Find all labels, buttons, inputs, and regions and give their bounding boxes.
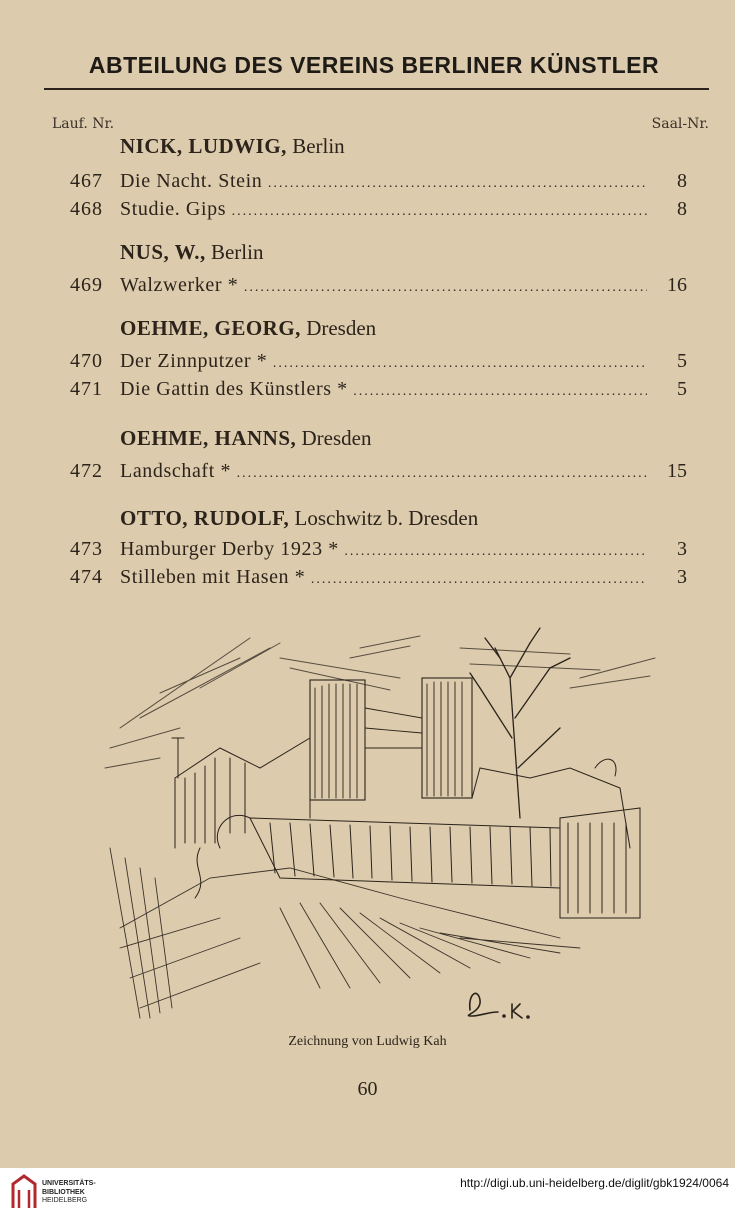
catalog-entry	[70, 460, 687, 486]
entry-number: 467	[70, 170, 103, 192]
library-name-line: HEIDELBERG	[42, 1197, 88, 1204]
entry-title: Studie. Gips .....	[120, 198, 647, 221]
entry-number: 471	[70, 378, 103, 400]
entry-number: 472	[70, 460, 103, 482]
page-header: ABTEILUNG DES VEREINS BERLINER KÜNSTLER	[88, 52, 660, 78]
artist-heading	[120, 506, 478, 531]
artist-name: NUS, W.,	[120, 240, 206, 264]
entry-number: 470	[70, 350, 103, 372]
catalog-entry	[70, 566, 687, 592]
page-number: 60	[357, 1078, 378, 1100]
artist-place: Berlin	[210, 240, 264, 264]
entry-title: Hamburger Derby 1923 * .....	[120, 538, 647, 561]
catalog-entry	[70, 274, 687, 300]
entry-number: 469	[70, 274, 103, 296]
artist-name: NICK, LUDWIG,	[120, 134, 287, 158]
entry-room: 15	[667, 460, 687, 482]
entry-room: 16	[667, 274, 687, 296]
artist-place: Dresden	[306, 316, 377, 340]
library-name-line: BIBLIOTHEK	[42, 1188, 85, 1196]
university-library-logo-icon	[10, 1174, 38, 1210]
artist-name: OTTO, RUDOLF,	[120, 506, 290, 530]
entry-room: 5	[677, 378, 687, 400]
entry-room: 5	[677, 350, 687, 372]
catalog-entry	[70, 350, 687, 376]
header-rule	[44, 88, 709, 90]
column-label-lauf-nr: Lauf. Nr.	[52, 116, 115, 132]
library-name-line: UNIVERSITÄTS-	[42, 1180, 96, 1187]
entry-title: Stilleben mit Hasen * .....	[120, 566, 647, 589]
artist-heading	[120, 426, 372, 451]
column-label-saal-nr: Saal-Nr.	[651, 116, 709, 132]
entry-number: 468	[70, 198, 103, 220]
artist-name: OEHME, GEORG,	[120, 316, 301, 340]
source-url-link[interactable]: http://digi.ub.uni-heidelberg.de/diglit/gbk1924/0064	[460, 1176, 729, 1190]
catalog-entry	[70, 198, 687, 224]
artist-place: Loschwitz b. Dresden	[294, 506, 479, 530]
digitization-footer	[0, 1168, 735, 1218]
artist-name: OEHME, HANNS,	[120, 426, 297, 450]
catalog-entry	[70, 170, 687, 196]
entry-number: 474	[70, 566, 103, 588]
entry-title: Die Gattin des Künstlers * .....	[120, 378, 647, 401]
entry-room: 8	[677, 170, 687, 192]
artist-heading	[120, 240, 263, 265]
entry-room: 8	[677, 198, 687, 220]
entry-title: Die Nacht. Stein .....	[120, 170, 647, 193]
entry-room: 3	[677, 538, 687, 560]
entry-title: Der Zinnputzer * .....	[120, 350, 647, 373]
entry-room: 3	[677, 566, 687, 588]
library-name	[42, 1180, 96, 1206]
castle-sketch-illustration	[100, 618, 660, 1028]
illustration-caption: Zeichnung von Ludwig Kah	[288, 1034, 447, 1049]
artist-place: Berlin	[292, 134, 345, 158]
catalog-entry	[70, 378, 687, 404]
entry-title: Walzwerker * .....	[120, 274, 647, 297]
artist-heading	[120, 316, 376, 341]
entry-title: Landschaft * .....	[120, 460, 647, 483]
artist-heading	[120, 134, 345, 159]
entry-number: 473	[70, 538, 103, 560]
artist-place: Dresden	[301, 426, 372, 450]
catalog-entry	[70, 538, 687, 564]
